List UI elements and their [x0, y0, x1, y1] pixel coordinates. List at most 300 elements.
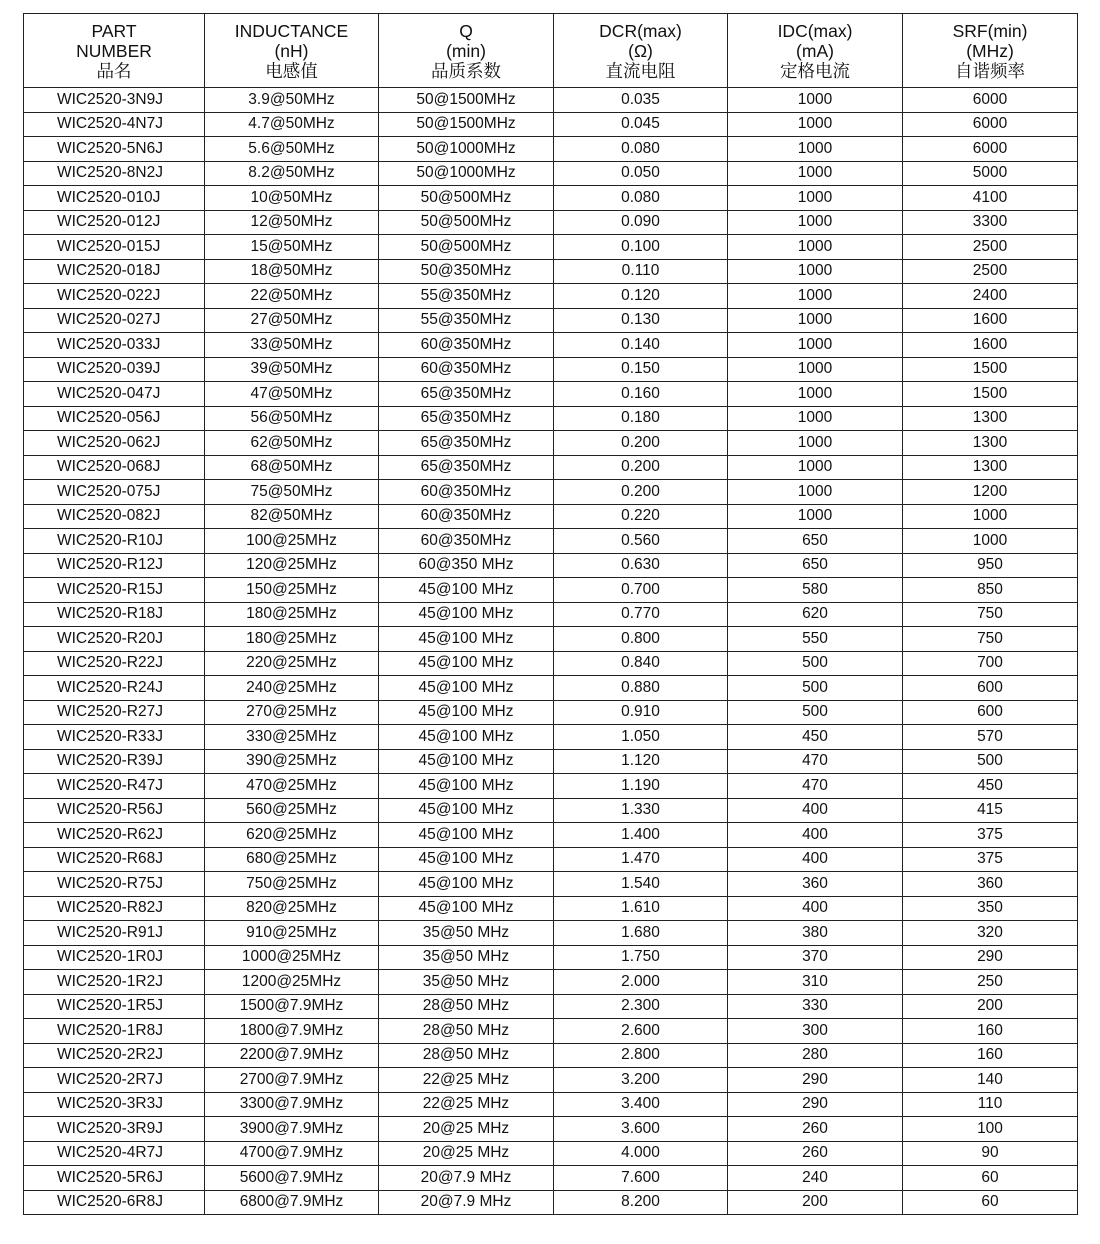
- part-number-cell: WIC2520-R22J: [24, 651, 205, 676]
- dcr-cell: 2.600: [554, 1019, 728, 1044]
- q-cell: 45@100 MHz: [379, 847, 554, 872]
- srf-cell: 160: [903, 1043, 1078, 1068]
- header-q: Q (min) 品质系数: [379, 14, 554, 88]
- q-cell: 45@100 MHz: [379, 676, 554, 701]
- table-row: [24, 823, 1078, 848]
- inductance-cell: 5600@7.9MHz: [205, 1166, 379, 1191]
- inductance-cell: 3900@7.9MHz: [205, 1117, 379, 1142]
- q-cell: 35@50 MHz: [379, 970, 554, 995]
- part-number-cell: WIC2520-8N2J: [24, 161, 205, 186]
- srf-cell: 600: [903, 700, 1078, 725]
- srf-cell: 1300: [903, 455, 1078, 480]
- srf-cell: 850: [903, 578, 1078, 603]
- part-number-cell: WIC2520-R39J: [24, 749, 205, 774]
- srf-cell: 1000: [903, 504, 1078, 529]
- dcr-cell: 1.680: [554, 921, 728, 946]
- idc-cell: 290: [728, 1092, 903, 1117]
- idc-cell: 1000: [728, 161, 903, 186]
- dcr-cell: 0.840: [554, 651, 728, 676]
- table-row: [24, 872, 1078, 897]
- inductance-cell: 2700@7.9MHz: [205, 1068, 379, 1093]
- inductance-cell: 75@50MHz: [205, 480, 379, 505]
- srf-cell: 250: [903, 970, 1078, 995]
- dcr-cell: 0.630: [554, 553, 728, 578]
- table-row: [24, 1166, 1078, 1191]
- part-number-cell: WIC2520-1R8J: [24, 1019, 205, 1044]
- q-cell: 28@50 MHz: [379, 994, 554, 1019]
- inductance-cell: 1200@25MHz: [205, 970, 379, 995]
- q-cell: 50@350MHz: [379, 259, 554, 284]
- part-number-cell: WIC2520-027J: [24, 308, 205, 333]
- dcr-cell: 1.540: [554, 872, 728, 897]
- table-body: [24, 88, 1078, 1215]
- part-number-cell: WIC2520-2R7J: [24, 1068, 205, 1093]
- inductance-cell: 150@25MHz: [205, 578, 379, 603]
- table-header: [24, 14, 1078, 88]
- dcr-cell: 0.200: [554, 455, 728, 480]
- q-cell: 65@350MHz: [379, 431, 554, 456]
- inductance-cell: 120@25MHz: [205, 553, 379, 578]
- srf-cell: 290: [903, 945, 1078, 970]
- q-cell: 22@25 MHz: [379, 1068, 554, 1093]
- inductance-cell: 1800@7.9MHz: [205, 1019, 379, 1044]
- q-cell: 20@25 MHz: [379, 1117, 554, 1142]
- srf-cell: 1300: [903, 406, 1078, 431]
- q-cell: 60@350MHz: [379, 480, 554, 505]
- q-cell: 28@50 MHz: [379, 1019, 554, 1044]
- dcr-cell: 0.035: [554, 88, 728, 113]
- table-row: [24, 1092, 1078, 1117]
- dcr-cell: 0.130: [554, 308, 728, 333]
- srf-cell: 6000: [903, 88, 1078, 113]
- dcr-cell: 3.200: [554, 1068, 728, 1093]
- part-number-cell: WIC2520-R91J: [24, 921, 205, 946]
- inductance-cell: 6800@7.9MHz: [205, 1190, 379, 1215]
- srf-cell: 6000: [903, 112, 1078, 137]
- idc-cell: 400: [728, 847, 903, 872]
- part-number-cell: WIC2520-012J: [24, 210, 205, 235]
- dcr-cell: 2.300: [554, 994, 728, 1019]
- part-number-cell: WIC2520-4R7J: [24, 1141, 205, 1166]
- part-number-cell: WIC2520-033J: [24, 333, 205, 358]
- part-number-cell: WIC2520-010J: [24, 186, 205, 211]
- idc-cell: 1000: [728, 431, 903, 456]
- inductance-cell: 240@25MHz: [205, 676, 379, 701]
- table-row: [24, 774, 1078, 799]
- idc-cell: 1000: [728, 382, 903, 407]
- inductance-cell: 5.6@50MHz: [205, 137, 379, 162]
- inductance-cell: 100@25MHz: [205, 529, 379, 554]
- inductance-cell: 10@50MHz: [205, 186, 379, 211]
- q-cell: 60@350MHz: [379, 333, 554, 358]
- table-row: [24, 602, 1078, 627]
- idc-cell: 650: [728, 553, 903, 578]
- dcr-cell: 1.470: [554, 847, 728, 872]
- q-cell: 60@350MHz: [379, 357, 554, 382]
- dcr-cell: 0.100: [554, 235, 728, 260]
- q-cell: 65@350MHz: [379, 455, 554, 480]
- idc-cell: 400: [728, 896, 903, 921]
- table-row: [24, 112, 1078, 137]
- q-cell: 45@100 MHz: [379, 700, 554, 725]
- dcr-cell: 0.090: [554, 210, 728, 235]
- q-cell: 65@350MHz: [379, 406, 554, 431]
- idc-cell: 1000: [728, 137, 903, 162]
- dcr-cell: 0.045: [554, 112, 728, 137]
- part-number-cell: WIC2520-056J: [24, 406, 205, 431]
- dcr-cell: 0.140: [554, 333, 728, 358]
- q-cell: 50@1500MHz: [379, 112, 554, 137]
- idc-cell: 580: [728, 578, 903, 603]
- idc-cell: 500: [728, 700, 903, 725]
- srf-cell: 1500: [903, 382, 1078, 407]
- inductance-cell: 27@50MHz: [205, 308, 379, 333]
- srf-cell: 1200: [903, 480, 1078, 505]
- part-number-cell: WIC2520-5R6J: [24, 1166, 205, 1191]
- q-cell: 45@100 MHz: [379, 798, 554, 823]
- q-cell: 65@350MHz: [379, 382, 554, 407]
- inductance-cell: 12@50MHz: [205, 210, 379, 235]
- q-cell: 55@350MHz: [379, 284, 554, 309]
- dcr-cell: 1.050: [554, 725, 728, 750]
- table-row: [24, 431, 1078, 456]
- part-number-cell: WIC2520-R68J: [24, 847, 205, 872]
- q-cell: 45@100 MHz: [379, 896, 554, 921]
- srf-cell: 500: [903, 749, 1078, 774]
- part-number-cell: WIC2520-015J: [24, 235, 205, 260]
- q-cell: 20@7.9 MHz: [379, 1190, 554, 1215]
- part-number-cell: WIC2520-R62J: [24, 823, 205, 848]
- table-row: [24, 994, 1078, 1019]
- q-cell: 28@50 MHz: [379, 1043, 554, 1068]
- dcr-cell: 0.200: [554, 431, 728, 456]
- inductance-cell: 3.9@50MHz: [205, 88, 379, 113]
- table-row: [24, 725, 1078, 750]
- part-number-cell: WIC2520-039J: [24, 357, 205, 382]
- idc-cell: 470: [728, 749, 903, 774]
- header-dcr: DCR(max) (Ω) 直流电阻: [554, 14, 728, 88]
- part-number-cell: WIC2520-1R0J: [24, 945, 205, 970]
- part-number-cell: WIC2520-018J: [24, 259, 205, 284]
- idc-cell: 1000: [728, 112, 903, 137]
- inductance-cell: 620@25MHz: [205, 823, 379, 848]
- part-number-cell: WIC2520-3N9J: [24, 88, 205, 113]
- dcr-cell: 2.800: [554, 1043, 728, 1068]
- table-row: [24, 1141, 1078, 1166]
- idc-cell: 1000: [728, 480, 903, 505]
- part-number-cell: WIC2520-R33J: [24, 725, 205, 750]
- q-cell: 45@100 MHz: [379, 578, 554, 603]
- dcr-cell: 0.120: [554, 284, 728, 309]
- idc-cell: 330: [728, 994, 903, 1019]
- part-number-cell: WIC2520-1R2J: [24, 970, 205, 995]
- inductance-cell: 39@50MHz: [205, 357, 379, 382]
- q-cell: 45@100 MHz: [379, 602, 554, 627]
- q-cell: 35@50 MHz: [379, 921, 554, 946]
- inductance-cell: 18@50MHz: [205, 259, 379, 284]
- q-cell: 50@1000MHz: [379, 137, 554, 162]
- inductance-cell: 390@25MHz: [205, 749, 379, 774]
- inductance-cell: 680@25MHz: [205, 847, 379, 872]
- table-row: [24, 798, 1078, 823]
- idc-cell: 260: [728, 1117, 903, 1142]
- inductance-cell: 560@25MHz: [205, 798, 379, 823]
- q-cell: 22@25 MHz: [379, 1092, 554, 1117]
- q-cell: 45@100 MHz: [379, 749, 554, 774]
- table-row: [24, 1043, 1078, 1068]
- q-cell: 50@500MHz: [379, 186, 554, 211]
- idc-cell: 1000: [728, 455, 903, 480]
- inductance-cell: 8.2@50MHz: [205, 161, 379, 186]
- table-row: [24, 455, 1078, 480]
- srf-cell: 2500: [903, 235, 1078, 260]
- part-number-cell: WIC2520-2R2J: [24, 1043, 205, 1068]
- table-row: [24, 1068, 1078, 1093]
- inductance-cell: 4.7@50MHz: [205, 112, 379, 137]
- part-number-cell: WIC2520-R27J: [24, 700, 205, 725]
- inductance-cell: 820@25MHz: [205, 896, 379, 921]
- idc-cell: 1000: [728, 406, 903, 431]
- idc-cell: 240: [728, 1166, 903, 1191]
- dcr-cell: 0.050: [554, 161, 728, 186]
- table-row: [24, 357, 1078, 382]
- table-row: [24, 186, 1078, 211]
- part-number-cell: WIC2520-R15J: [24, 578, 205, 603]
- dcr-cell: 1.400: [554, 823, 728, 848]
- q-cell: 45@100 MHz: [379, 774, 554, 799]
- srf-cell: 320: [903, 921, 1078, 946]
- part-number-cell: WIC2520-R47J: [24, 774, 205, 799]
- idc-cell: 1000: [728, 357, 903, 382]
- table-row: [24, 1117, 1078, 1142]
- idc-cell: 310: [728, 970, 903, 995]
- q-cell: 60@350MHz: [379, 504, 554, 529]
- table-row: [24, 1190, 1078, 1215]
- inductance-cell: 220@25MHz: [205, 651, 379, 676]
- part-number-cell: WIC2520-1R5J: [24, 994, 205, 1019]
- q-cell: 50@500MHz: [379, 210, 554, 235]
- q-cell: 45@100 MHz: [379, 872, 554, 897]
- table-row: [24, 333, 1078, 358]
- srf-cell: 6000: [903, 137, 1078, 162]
- part-number-cell: WIC2520-R56J: [24, 798, 205, 823]
- srf-cell: 100: [903, 1117, 1078, 1142]
- table-row: [24, 480, 1078, 505]
- srf-cell: 1600: [903, 308, 1078, 333]
- idc-cell: 300: [728, 1019, 903, 1044]
- table-row: [24, 308, 1078, 333]
- idc-cell: 1000: [728, 504, 903, 529]
- q-cell: 50@1000MHz: [379, 161, 554, 186]
- part-number-cell: WIC2520-R18J: [24, 602, 205, 627]
- dcr-cell: 0.110: [554, 259, 728, 284]
- q-cell: 20@25 MHz: [379, 1141, 554, 1166]
- srf-cell: 2500: [903, 259, 1078, 284]
- inductance-cell: 330@25MHz: [205, 725, 379, 750]
- header-part-number: PART NUMBER 品名: [24, 14, 205, 88]
- q-cell: 55@350MHz: [379, 308, 554, 333]
- inductance-cell: 82@50MHz: [205, 504, 379, 529]
- q-cell: 60@350 MHz: [379, 553, 554, 578]
- dcr-cell: 0.160: [554, 382, 728, 407]
- srf-cell: 60: [903, 1166, 1078, 1191]
- idc-cell: 290: [728, 1068, 903, 1093]
- idc-cell: 550: [728, 627, 903, 652]
- header-row: [24, 14, 1078, 88]
- dcr-cell: 1.750: [554, 945, 728, 970]
- q-cell: 45@100 MHz: [379, 627, 554, 652]
- part-number-cell: WIC2520-3R3J: [24, 1092, 205, 1117]
- table-row: [24, 210, 1078, 235]
- table-row: [24, 945, 1078, 970]
- srf-cell: 3300: [903, 210, 1078, 235]
- part-number-cell: WIC2520-6R8J: [24, 1190, 205, 1215]
- spec-table: [23, 13, 1078, 1215]
- idc-cell: 1000: [728, 259, 903, 284]
- part-number-cell: WIC2520-R12J: [24, 553, 205, 578]
- table-row: [24, 700, 1078, 725]
- q-cell: 45@100 MHz: [379, 823, 554, 848]
- inductance-cell: 180@25MHz: [205, 602, 379, 627]
- srf-cell: 160: [903, 1019, 1078, 1044]
- inductance-cell: 1000@25MHz: [205, 945, 379, 970]
- dcr-cell: 0.180: [554, 406, 728, 431]
- srf-cell: 360: [903, 872, 1078, 897]
- table-row: [24, 161, 1078, 186]
- table-row: [24, 651, 1078, 676]
- srf-cell: 950: [903, 553, 1078, 578]
- inductance-cell: 180@25MHz: [205, 627, 379, 652]
- dcr-cell: 0.200: [554, 480, 728, 505]
- idc-cell: 450: [728, 725, 903, 750]
- part-number-cell: WIC2520-R75J: [24, 872, 205, 897]
- q-cell: 60@350MHz: [379, 529, 554, 554]
- srf-cell: 110: [903, 1092, 1078, 1117]
- idc-cell: 1000: [728, 308, 903, 333]
- inductance-cell: 910@25MHz: [205, 921, 379, 946]
- srf-cell: 375: [903, 823, 1078, 848]
- table-row: [24, 529, 1078, 554]
- dcr-cell: 0.910: [554, 700, 728, 725]
- table-row: [24, 627, 1078, 652]
- idc-cell: 1000: [728, 210, 903, 235]
- table-row: [24, 921, 1078, 946]
- table-row: [24, 88, 1078, 113]
- q-cell: 45@100 MHz: [379, 651, 554, 676]
- inductance-cell: 470@25MHz: [205, 774, 379, 799]
- dcr-cell: 0.700: [554, 578, 728, 603]
- inductance-cell: 33@50MHz: [205, 333, 379, 358]
- idc-cell: 500: [728, 676, 903, 701]
- idc-cell: 400: [728, 823, 903, 848]
- table-row: [24, 970, 1078, 995]
- part-number-cell: WIC2520-4N7J: [24, 112, 205, 137]
- idc-cell: 260: [728, 1141, 903, 1166]
- dcr-cell: 1.330: [554, 798, 728, 823]
- header-srf: SRF(min) (MHz) 自谐频率: [903, 14, 1078, 88]
- idc-cell: 380: [728, 921, 903, 946]
- idc-cell: 370: [728, 945, 903, 970]
- table-row: [24, 847, 1078, 872]
- srf-cell: 1300: [903, 431, 1078, 456]
- table-row: [24, 896, 1078, 921]
- srf-cell: 375: [903, 847, 1078, 872]
- table-row: [24, 553, 1078, 578]
- q-cell: 50@1500MHz: [379, 88, 554, 113]
- idc-cell: 470: [728, 774, 903, 799]
- part-number-cell: WIC2520-5N6J: [24, 137, 205, 162]
- dcr-cell: 3.400: [554, 1092, 728, 1117]
- idc-cell: 500: [728, 651, 903, 676]
- idc-cell: 650: [728, 529, 903, 554]
- dcr-cell: 0.080: [554, 186, 728, 211]
- part-number-cell: WIC2520-3R9J: [24, 1117, 205, 1142]
- part-number-cell: WIC2520-R20J: [24, 627, 205, 652]
- idc-cell: 620: [728, 602, 903, 627]
- idc-cell: 1000: [728, 333, 903, 358]
- table-row: [24, 676, 1078, 701]
- header-inductance: INDUCTANCE (nH) 电感值: [205, 14, 379, 88]
- table-row: [24, 504, 1078, 529]
- dcr-cell: 7.600: [554, 1166, 728, 1191]
- table-row: [24, 578, 1078, 603]
- inductance-cell: 270@25MHz: [205, 700, 379, 725]
- idc-cell: 360: [728, 872, 903, 897]
- srf-cell: 600: [903, 676, 1078, 701]
- header-idc: IDC(max) (mA) 定格电流: [728, 14, 903, 88]
- dcr-cell: 0.770: [554, 602, 728, 627]
- dcr-cell: 8.200: [554, 1190, 728, 1215]
- idc-cell: 200: [728, 1190, 903, 1215]
- inductance-cell: 3300@7.9MHz: [205, 1092, 379, 1117]
- inductance-cell: 62@50MHz: [205, 431, 379, 456]
- srf-cell: 750: [903, 602, 1078, 627]
- idc-cell: 280: [728, 1043, 903, 1068]
- dcr-cell: 0.220: [554, 504, 728, 529]
- table-row: [24, 1019, 1078, 1044]
- srf-cell: 1000: [903, 529, 1078, 554]
- idc-cell: 1000: [728, 88, 903, 113]
- table-row: [24, 235, 1078, 260]
- srf-cell: 570: [903, 725, 1078, 750]
- dcr-cell: 0.880: [554, 676, 728, 701]
- idc-cell: 1000: [728, 235, 903, 260]
- srf-cell: 1600: [903, 333, 1078, 358]
- srf-cell: 1500: [903, 357, 1078, 382]
- dcr-cell: 0.560: [554, 529, 728, 554]
- q-cell: 45@100 MHz: [379, 725, 554, 750]
- inductance-cell: 4700@7.9MHz: [205, 1141, 379, 1166]
- dcr-cell: 0.800: [554, 627, 728, 652]
- part-number-cell: WIC2520-R24J: [24, 676, 205, 701]
- table-row: [24, 382, 1078, 407]
- inductance-cell: 750@25MHz: [205, 872, 379, 897]
- q-cell: 20@7.9 MHz: [379, 1166, 554, 1191]
- part-number-cell: WIC2520-R10J: [24, 529, 205, 554]
- idc-cell: 400: [728, 798, 903, 823]
- srf-cell: 415: [903, 798, 1078, 823]
- idc-cell: 1000: [728, 186, 903, 211]
- srf-cell: 450: [903, 774, 1078, 799]
- part-number-cell: WIC2520-075J: [24, 480, 205, 505]
- srf-cell: 2400: [903, 284, 1078, 309]
- table-row: [24, 259, 1078, 284]
- srf-cell: 5000: [903, 161, 1078, 186]
- dcr-cell: 0.150: [554, 357, 728, 382]
- table-row: [24, 284, 1078, 309]
- part-number-cell: WIC2520-062J: [24, 431, 205, 456]
- dcr-cell: 1.120: [554, 749, 728, 774]
